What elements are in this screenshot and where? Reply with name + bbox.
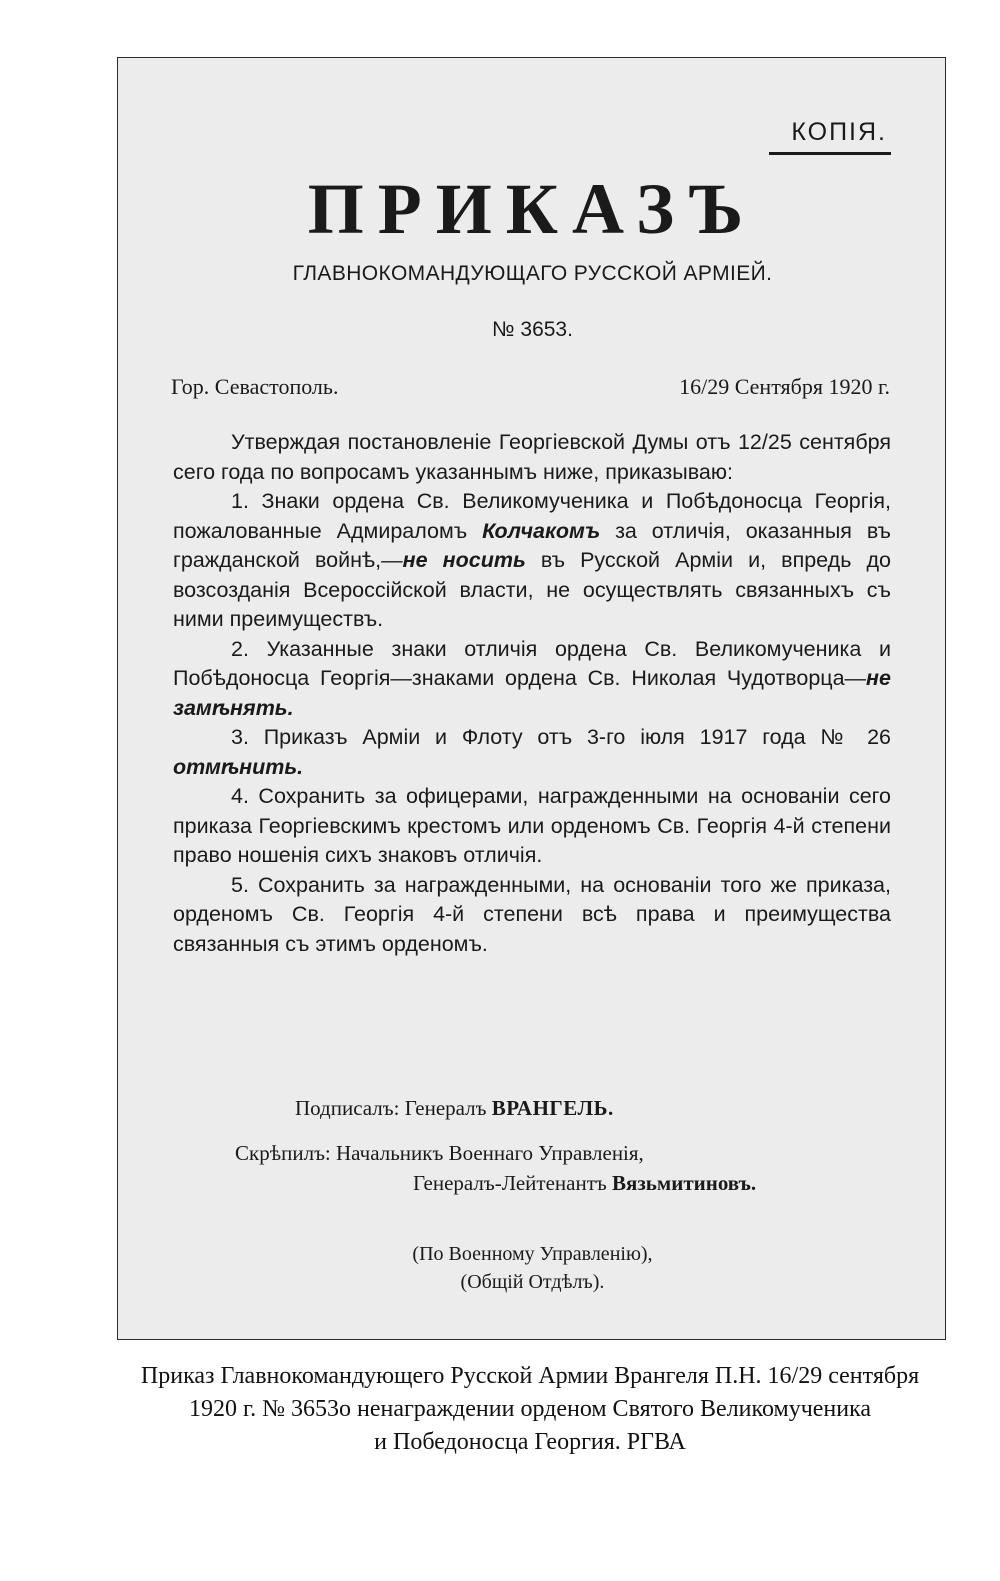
p2-text: 2. Указанные знаки отличія ордена Св. Великомученика и Побѣдоносца Георгія—знаками ордена Св. Николая Чудотворца— <box>173 636 891 690</box>
figure-caption <box>90 1360 970 1459</box>
countersigned-name: Вязьмитиновъ. <box>612 1171 757 1195</box>
order-number: № 3653. <box>492 318 573 341</box>
countersigned-title: Начальникъ Военнаго Управленія, <box>336 1141 644 1165</box>
paragraph-2 <box>173 635 891 724</box>
paragraph-3 <box>173 723 891 782</box>
p1-text-c: въ Русской Арміи и, впредь до возсозданія Всероссійской власти, не осуществлять связанныхъ съ ними преимуществъ. <box>173 548 891 631</box>
countersigned-label: Скрѣпилъ: <box>235 1141 331 1165</box>
p1-emphasis-kolchak: Колчакомъ <box>482 518 601 543</box>
p1-text-a: 1. Знаки ордена Св. Великомученика и Побѣдоносца Георгія, пожалованные Адмираломъ <box>173 489 891 543</box>
countersigned-name-line <box>413 1171 756 1196</box>
paragraph-5: 5. Сохранить за награжденными, на основаніи того же приказа, орденомъ Св. Георгія 4-й степени всѣ права и преимущества связанныя съ этимъ орденомъ. <box>173 872 891 956</box>
footer-line-2: (Общій Отдѣлъ). <box>460 1271 605 1293</box>
p3-text: 3. Приказъ Арміи и Флоту отъ 3-го іюля 1917 года № 26 <box>231 725 891 749</box>
signed-label: Подписалъ: Генералъ <box>295 1096 487 1120</box>
copy-label: КОПІЯ. <box>791 118 887 146</box>
countersigned-rank: Генералъ-Лейтенантъ <box>413 1171 607 1195</box>
paragraph-1 <box>173 487 891 635</box>
caption-line-3: и Победоносца Георгия. РГВА <box>374 1429 686 1455</box>
document-scan <box>117 57 946 1340</box>
footer-line-1: (По Военному Управленію), <box>412 1243 653 1265</box>
p1-emphasis-not-wear: не носить <box>402 548 526 572</box>
p3-emphasis: отмѣнить. <box>173 754 304 779</box>
p1-text-b: за отличія, оказанныя въ гражданской войнѣ,— <box>173 518 891 572</box>
date: 16/29 Сентября 1920 г. <box>679 374 890 399</box>
copy-underline <box>769 152 891 155</box>
document-title: ПРИКАЗЪ <box>307 169 758 249</box>
document-subtitle: ГЛАВНОКОМАНДУЮЩАГО РУССКОЙ АРМІЕЙ. <box>292 262 773 285</box>
place: Гор. Севастополь. <box>171 374 339 399</box>
countersigned-line <box>235 1141 644 1166</box>
signed-line <box>295 1096 614 1121</box>
signed-name: ВРАНГЕЛЬ. <box>491 1096 614 1120</box>
p2-emphasis: не замѣнять. <box>173 666 891 720</box>
intro-paragraph: Утверждая постановленіе Георгіевской Думы отъ 12/25 сентября сего года по вопросамъ указаннымъ ниже, приказываю: <box>173 430 891 484</box>
caption-line-2: 1920 г. № 3653о ненаграждении орденом Святого Великомученика <box>188 1396 872 1422</box>
caption-line-1: Приказ Главнокомандующего Русской Армии Врангеля П.Н. 16/29 сентября <box>140 1363 920 1389</box>
paragraph-4: 4. Сохранить за офицерами, награжденными на основаніи сего приказа Георгіевскимъ крестомъ или орденомъ Св. Георгія 4-й степени право ношенія сихъ знаковъ отличія. <box>173 784 891 867</box>
order-body <box>173 428 891 959</box>
